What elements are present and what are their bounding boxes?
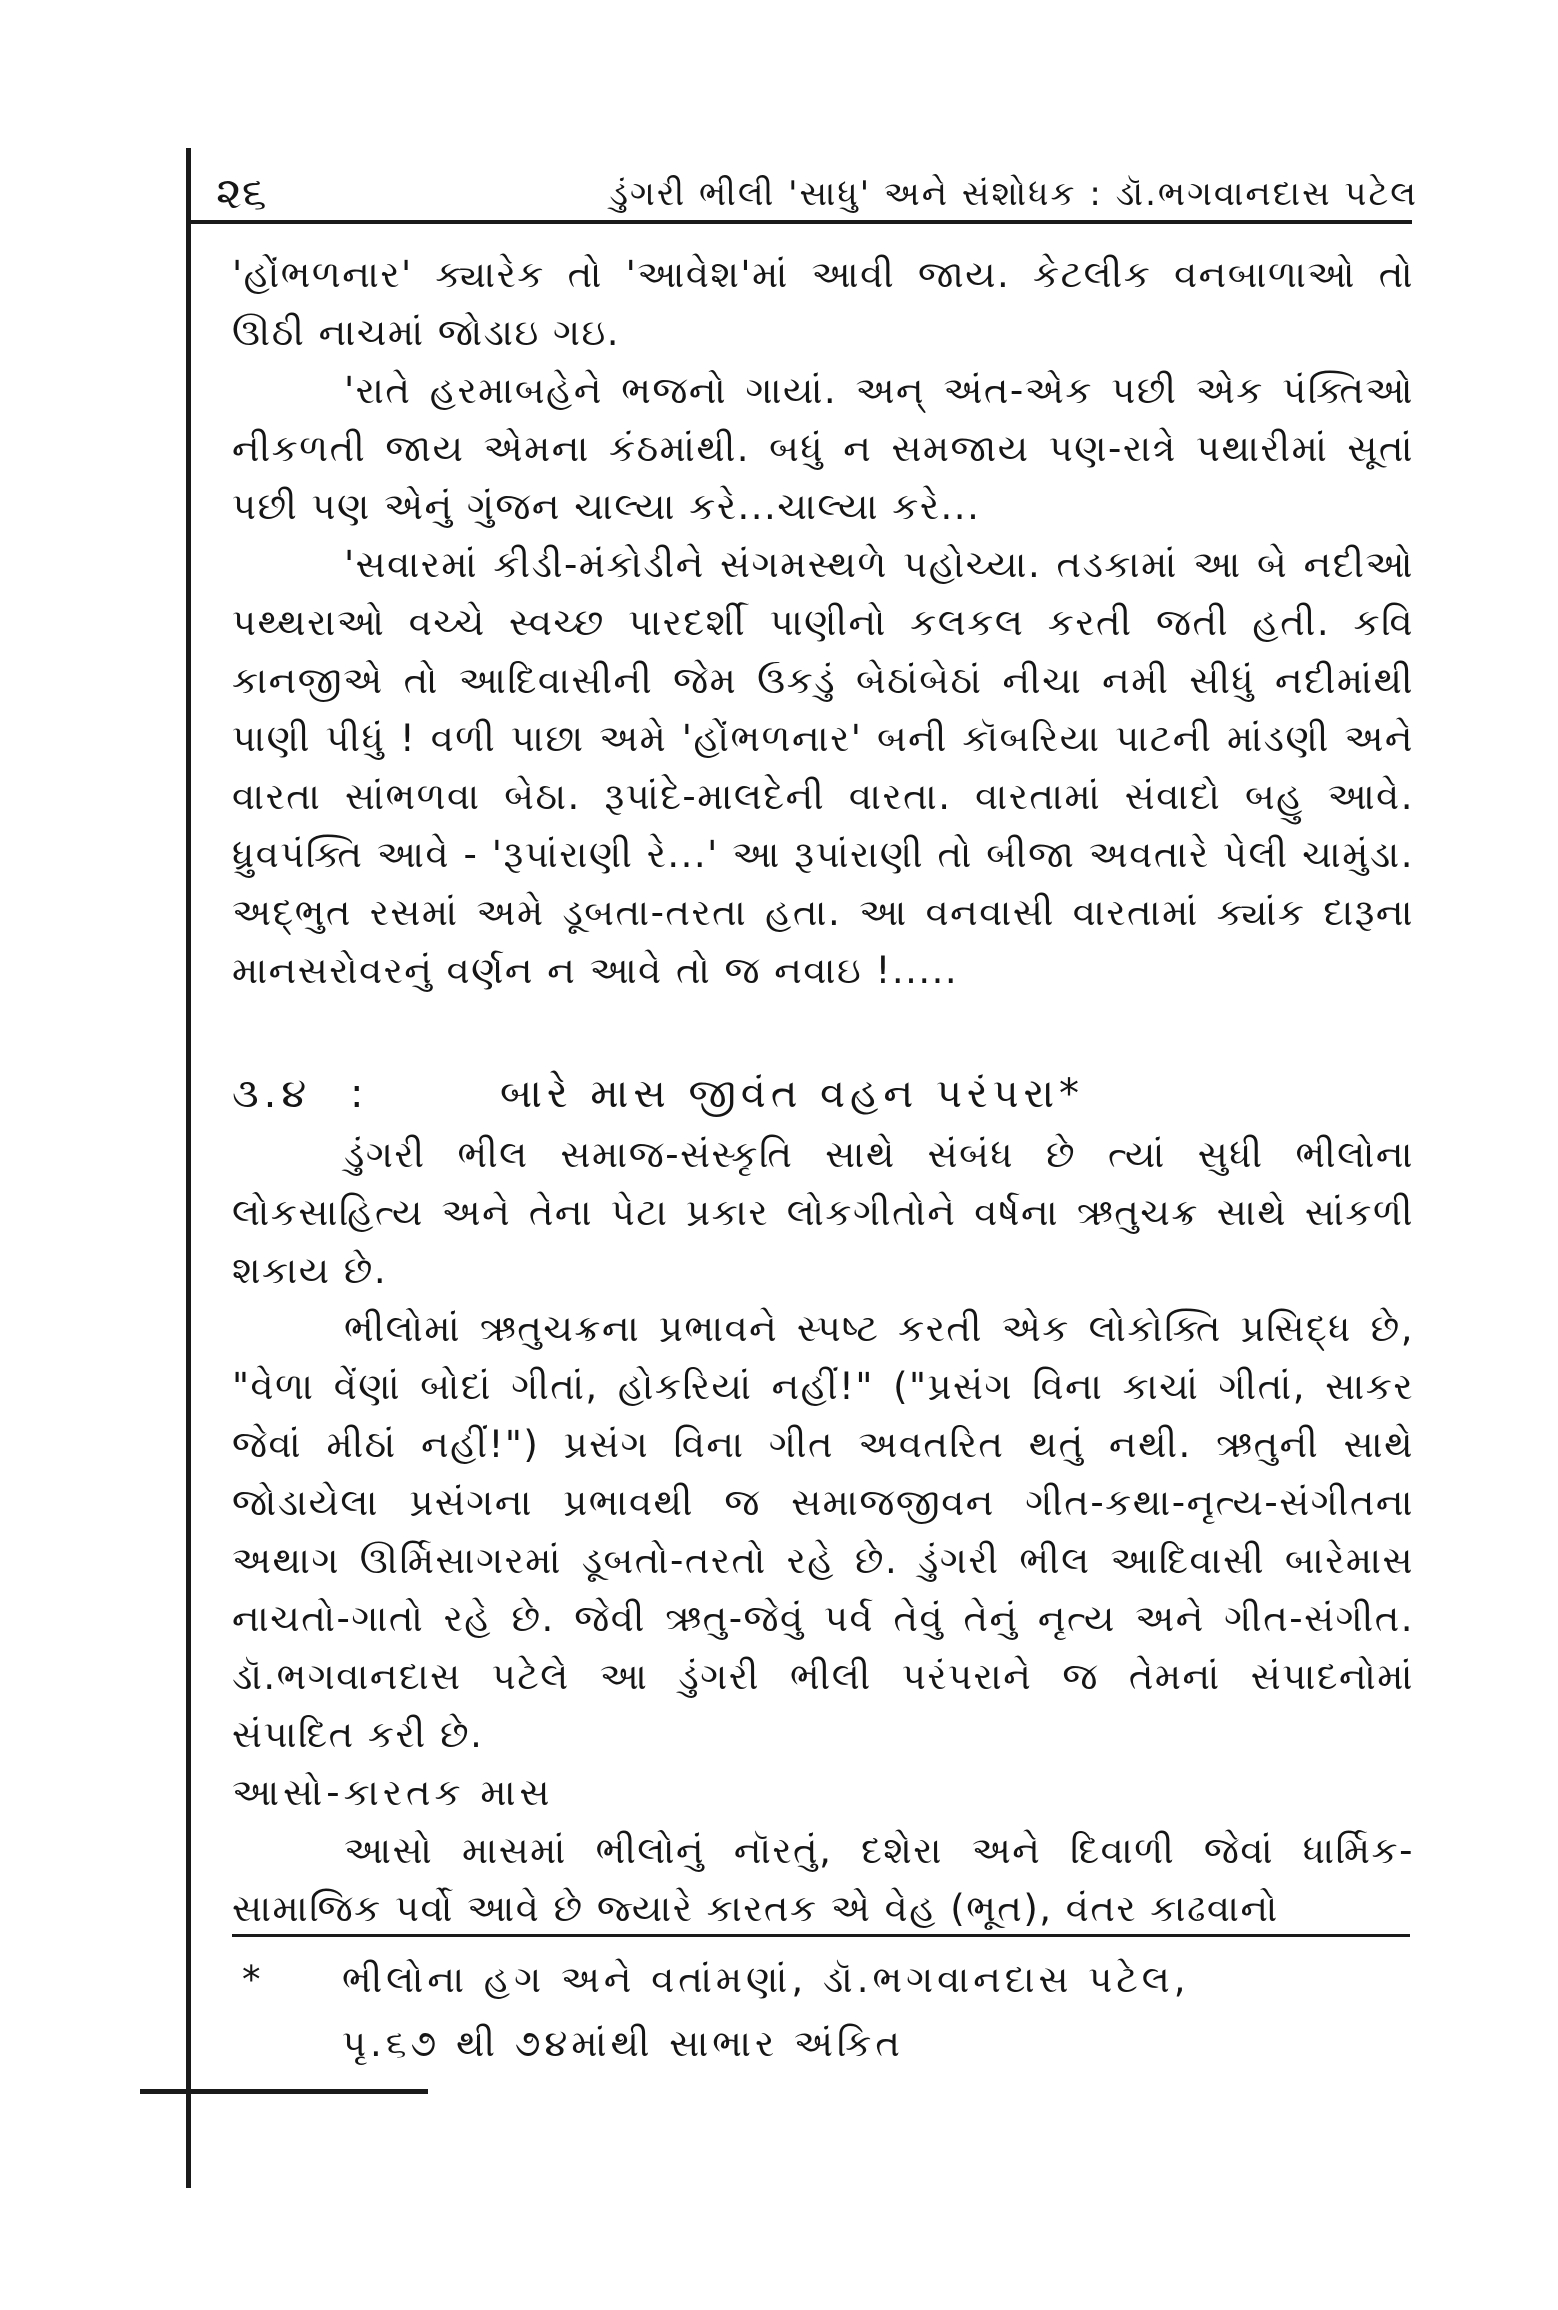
page-number: ૨૬ <box>216 168 267 219</box>
header-rule <box>186 220 1412 224</box>
footnote-marker: * <box>242 1958 265 2001</box>
paragraph: ડુંગરી ભીલ સમાજ-સંસ્કૃતિ સાથે સંબંધ છે ત્યાં સુધી ભીલોના લોકસાહિત્ય અને તેના પેટા પ્રકાર લોકગીતોને વર્ષના ઋતુચક્ર સાથે સાંકળી શકાય છે. <box>232 1133 1414 1292</box>
left-margin-rule <box>186 148 191 2188</box>
paragraph: 'હોંભળનાર' ક્યારેક તો 'આવેશ'માં આવી જાય. કેટલીક વનબાળાઓ તો ઊઠી નાચમાં જોડાઇ ગઇ. <box>232 253 1414 354</box>
footnote-text: પૃ.૬૭ થી ૭૪માંથી સાભાર અંકિત <box>342 2022 904 2065</box>
subsection-title: આસો-કારતક માસ <box>232 1771 554 1814</box>
paragraph: 'સવારમાં કીડી-મંકોડીને સંગમસ્થળે પહોચ્યા. તડકામાં આ બે નદીઓ પથ્થરાઓ વચ્ચે સ્વચ્છ પારદર્શી પાણીનો કલકલ કરતી જતી હતી. કવિ કાનજીએ તો આદિવાસીની જેમ ઉકડું બેઠાંબેઠાં નીચા નમી સીધું નદીમાંથી પાણી પીધું ! વળી પાછા અમે 'હોંભળનાર' બની કૉબરિયા પાટની માંડણી અને વારતા સાંભળવા બેઠા. રૂપાંદે-માલદેની વારતા. વારતામાં સંવાદો બહુ આવે. ધ્રુવપંક્તિ આવે - 'રૂપાંરાણી રે...' આ રૂપાંરાણી તો બીજા અવતારે પેલી ચામુંડા. અદ્ભુત રસમાં અમે ડૂબતા-તરતા હતા. આ વનવાસી વારતામાં ક્યાંક દારૂના માનસરોવરનું વર્ણન ન આવે તો જ નવાઇ !..... <box>232 543 1414 992</box>
footnote-text: ભીલોના હગ અને વતાંમણાં, ડૉ.ભગવાનદાસ પટેલ, <box>342 1958 1190 2001</box>
section-number: ૩.૪ <box>232 1071 312 1117</box>
footnote <box>232 1948 1414 2076</box>
page-header <box>196 158 1418 218</box>
bottom-rule <box>140 2089 428 2094</box>
paragraph: 'રાતે હરમાબહેને ભજનો ગાયાં. અન્ અંત-એક પછી એક પંક્તિઓ નીકળતી જાય એમના કંઠમાંથી. બધું ન સમજાય પણ-રાત્રે પથારીમાં સૂતાં પછી પણ એનું ગુંજન ચાલ્યા કરે...ચાલ્યા કરે... <box>232 369 1414 528</box>
footnote-rule <box>232 1934 1410 1937</box>
section-separator: : <box>350 1071 369 1117</box>
paragraph: આસો માસમાં ભીલોનું નૉરતું, દશેરા અને દિવાળી જેવાં ધાર્મિક-સામાજિક પર્વો આવે છે જ્યારે કારતક એ વેહ (ભૂત), વંતર કાઢવાનો <box>232 1829 1414 1930</box>
page-body <box>232 246 1414 1938</box>
section-heading <box>232 1062 1414 1126</box>
paragraph: ભીલોમાં ઋતુચક્રના પ્રભાવને સ્પષ્ટ કરતી એક લોકોક્તિ પ્રસિદ્ધ છે, "વેળા વેંણાં બોદાં ગીતાં, હોકરિયાં નહીં!" ("પ્રસંગ વિના કાચાં ગીતાં, સાકર જેવાં મીઠાં નહીં!") પ્રસંગ વિના ગીત અવતરિત થતું નથી. ઋતુની સાથે જોડાયેલા પ્રસંગના પ્રભાવથી જ સમાજજીવન ગીત-કથા-નૃત્ય-સંગીતના અથાગ ઊર્મિસાગરમાં ડૂબતો-તરતો રહે છે. ડુંગરી ભીલ આદિવાસી બારેમાસ નાચતો-ગાતો રહે છે. જેવી ઋતુ-જેવું પર્વ તેવું તેનું નૃત્ય અને ગીત-સંગીત. ડૉ.ભગવાનદાસ પટેલે આ ડુંગરી ભીલી પરંપરાને જ તેમનાં સંપાદનોમાં સંપાદિત કરી છે. <box>232 1307 1414 1756</box>
section-gap <box>232 1000 1414 1062</box>
section-title: બારે માસ જીવંત વહન પરંપરા* <box>500 1071 1085 1117</box>
footnote-line <box>232 1948 1414 2012</box>
running-title: ડુંગરી ભીલી 'સાધુ' અને સંશોધક : ડૉ.ભગવાનદાસ પટેલ <box>609 174 1418 214</box>
